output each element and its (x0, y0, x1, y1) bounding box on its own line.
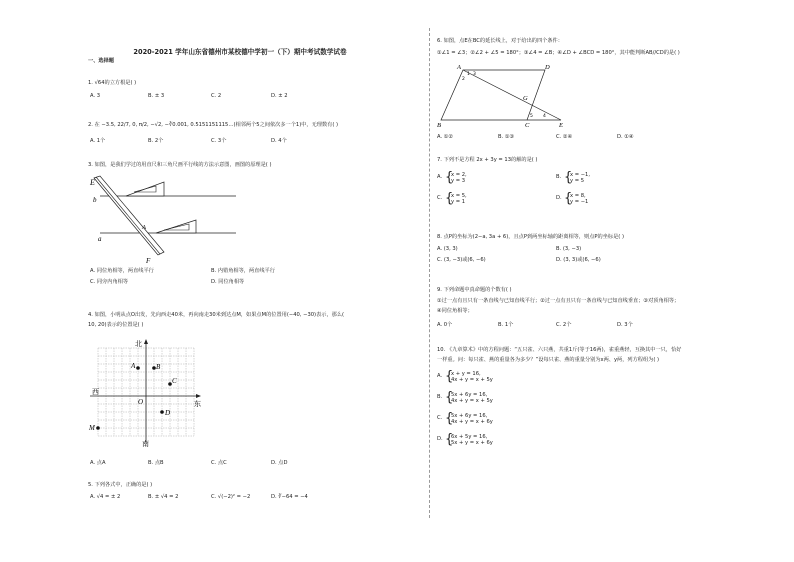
q10-option-c-system[interactable] (445, 413, 525, 425)
equation-line: x = 5, (451, 193, 467, 199)
brace-icon: { (445, 369, 454, 384)
q2-option-d[interactable]: D. 4个 (271, 138, 287, 144)
brace-icon: { (445, 390, 454, 405)
equation-line: 4x + y = x + 5y (451, 398, 493, 404)
equation-line: 5x + 6y = 16, (451, 392, 488, 398)
equation-line: x = −1, (570, 172, 591, 178)
label-m: M (89, 424, 95, 432)
point-m (96, 426, 100, 430)
q7-option-c-system[interactable] (445, 193, 505, 205)
equation-line: y = 5 (570, 178, 585, 184)
label-east: 东 (194, 400, 201, 408)
q7-option-b-key[interactable]: B. (556, 174, 562, 180)
q1-option-b[interactable]: B. ± 3 (148, 93, 165, 99)
q7-option-d-system[interactable] (564, 193, 624, 205)
q9-option-c[interactable]: C. 2个 (556, 322, 572, 328)
q4-stem-line2: 10, 20)表示的位置是( ) (88, 322, 144, 328)
q5-stem: 5. 下列各式中，正确的是( ) (88, 482, 153, 488)
label-origin-o: O (138, 398, 144, 406)
q7-option-b-system[interactable] (564, 172, 624, 184)
equation-line: x = 2, (451, 172, 467, 178)
q9-stem: 9. 下列命题中真命题的个数有( ) (437, 287, 512, 293)
label-north: 北 (135, 340, 142, 348)
label-a: a (98, 235, 102, 243)
equation-line: 4x + y = x + 5y (451, 377, 493, 383)
q9-items-2: ④同位角相等； (437, 308, 473, 314)
brace-icon: { (564, 191, 573, 206)
q3-option-d[interactable]: D. 同位角相等 (211, 279, 245, 285)
q1-option-a[interactable]: A. 3 (90, 93, 101, 99)
q4-option-d[interactable]: D. 点D (271, 460, 288, 466)
q2-stem: 2. 在 −3.5, 22/7, 0, π/2, −√2, −∛0.001, 0.5151151115…(相邻两个5之间依次多一个1)中，无理数有( ) (88, 122, 339, 128)
q1-option-d[interactable]: D. ± 2 (271, 93, 288, 99)
equation-line: x = 8, (570, 193, 586, 199)
q4-coordinate-grid-figure (88, 338, 208, 448)
q1-option-c[interactable]: C. 2 (211, 93, 222, 99)
q1-stem: 1. √64的立方根是( ) (88, 80, 137, 86)
q10-option-b-system[interactable] (445, 392, 525, 404)
label-f: F (146, 257, 151, 265)
q4-option-c[interactable]: C. 点C (211, 460, 227, 466)
q3-option-c[interactable]: C. 同旁内角相等 (90, 279, 129, 285)
q6-conditions: ①∠1 = ∠3；②∠2 + ∠5 = 180°；③∠4 = ∠B；④∠D + ∠BCD = 180°，其中能判断AB//CD的是( ) (437, 50, 680, 56)
q6-option-c[interactable]: C. ②④ (556, 134, 573, 140)
q10-option-c-key[interactable]: C. (437, 415, 443, 421)
label-e: E (559, 122, 563, 129)
q9-option-a[interactable]: A. 0个 (437, 322, 453, 328)
q7-option-d-key[interactable]: D. (556, 195, 562, 201)
label-e: E (90, 178, 95, 187)
q4-option-a[interactable]: A. 点A (90, 460, 106, 466)
equation-line: y = −1 (570, 199, 589, 205)
brace-icon: { (445, 432, 454, 447)
equation-line: y = 1 (451, 199, 466, 205)
q8-option-c[interactable]: C. (3, −3)或(6, −6) (437, 257, 486, 263)
equation-line: 4x + y = x + 6y (451, 419, 493, 425)
label-g: G (523, 95, 528, 102)
q7-option-a-key[interactable]: A. (437, 174, 443, 180)
q6-parallelogram-figure (437, 62, 573, 130)
equation-line: 5x + y = x + 6y (451, 440, 493, 446)
q6-stem: 6. 如图，点E在BC的延长线上，对于给出的四个条件： (437, 38, 563, 44)
label-d: D (165, 409, 171, 417)
q8-option-d[interactable]: D. (3, 3)或(6, −6) (556, 257, 601, 263)
equation-line: x + y = 16, (451, 371, 481, 377)
q2-option-a[interactable]: A. 1个 (90, 138, 106, 144)
q9-items: ①过一点有且只有一条直线与已知直线平行；②过一点有且只有一条直线与已知直线垂直；③对顶角相等； (437, 298, 680, 304)
q8-stem: 8. 点P的坐标为(2−a, 3a + 6)，且点P到两坐标轴的距离相等，则点P的坐标是( ) (437, 234, 624, 240)
column-divider (429, 28, 430, 518)
label-a: A (457, 64, 461, 71)
q3-stem: 3. 如图，是我们学过的用直尺和三角尺画平行线的方法示意图，画图的原理是( ) (88, 162, 272, 168)
q8-option-a[interactable]: A. (3, 3) (437, 246, 458, 252)
brace-icon: { (445, 170, 454, 185)
label-c: C (525, 122, 530, 129)
q9-option-d[interactable]: D. 3个 (617, 322, 633, 328)
label-b: B (156, 363, 161, 371)
label-a-point: A (142, 224, 146, 231)
label-angle-5: 5 (530, 114, 533, 119)
arrow-north-icon (144, 339, 148, 344)
brace-icon: { (445, 191, 454, 206)
q2-option-c[interactable]: C. 3个 (211, 138, 227, 144)
label-angle-2: 2 (462, 77, 465, 82)
label-west: 西 (92, 388, 99, 396)
section-heading: 一、选择题 (88, 58, 114, 64)
triangle-lower (156, 220, 196, 233)
q6-option-d[interactable]: D. ①④ (617, 134, 634, 140)
q7-stem: 7. 下列不是方程 2x + 3y = 13的解的是( ) (437, 157, 538, 163)
label-b: b (93, 196, 97, 204)
q3-ruler-triangle-figure (86, 172, 246, 264)
label-c: C (172, 377, 177, 385)
label-south: 南 (142, 440, 149, 448)
q5-option-d[interactable]: D. ∛−64 = −4 (271, 494, 308, 500)
label-a: A (131, 362, 136, 370)
label-b: B (437, 122, 441, 129)
label-angle-3: 3 (473, 72, 476, 77)
equation-line: 5x + 6y = 16, (451, 413, 488, 419)
q10-option-a-key[interactable]: A. (437, 373, 443, 379)
q4-stem-line1: 4. 如图，小明从点O出发，先向西走40米，再向南走30米到达点M，如果点M的位置用(−40, −30)表示，那么( (88, 312, 345, 318)
q5-option-a[interactable]: A. √4 = ± 2 (90, 494, 121, 500)
page-title: 2020-2021 学年山东省德州市某校德中学初一（下）期中考试数学试卷 (133, 48, 347, 56)
q10-option-d-system[interactable] (445, 434, 525, 446)
point-a (136, 366, 140, 370)
q5-option-c[interactable]: C. √(−2)² = −2 (211, 494, 251, 500)
equation-line: y = 3 (451, 178, 466, 184)
point-d (160, 410, 164, 414)
q10-option-d-key[interactable]: D. (437, 436, 443, 442)
line-ae (463, 70, 561, 120)
q8-option-b[interactable]: B. (3, −3) (556, 246, 582, 252)
arrow-east-icon (196, 394, 201, 398)
q3-option-a[interactable]: A. 同位角相等，两直线平行 (90, 268, 154, 274)
q10-stem-line2: 一样重。问：每只雀、燕的重量各为多少？”设每只雀、燕的重量分别为x两、y两，列方程组为( ) (437, 357, 660, 363)
q7-option-a-system[interactable] (445, 172, 505, 184)
q3-option-b[interactable]: B. 内错角相等，两直线平行 (211, 268, 275, 274)
q6-option-b[interactable]: B. ①③ (498, 134, 515, 140)
quadrilateral-abcd (441, 70, 545, 120)
brace-icon: { (564, 170, 573, 185)
label-angle-4: 4 (543, 114, 546, 119)
q9-option-b[interactable]: B. 1个 (498, 322, 514, 328)
label-angle-1: 1 (467, 72, 470, 77)
q10-option-a-system[interactable] (445, 371, 525, 383)
q4-option-b[interactable]: B. 点B (148, 460, 164, 466)
q7-option-c-key[interactable]: C. (437, 195, 443, 201)
q2-option-b[interactable]: B. 2个 (148, 138, 164, 144)
q10-option-b-key[interactable]: B. (437, 394, 443, 400)
q5-option-b[interactable]: B. ± √4 = 2 (148, 494, 179, 500)
label-d: D (545, 64, 550, 71)
brace-icon: { (445, 411, 454, 426)
equation-line: 6x + 5y = 16, (451, 434, 488, 440)
q6-option-a[interactable]: A. ①② (437, 134, 454, 140)
q10-stem-line1: 10. 《九章算术》中的方程问题：“五只雀、六只燕，共重1斤(等于16两)，雀重燕轻，互换其中一只，恰好 (437, 347, 682, 353)
